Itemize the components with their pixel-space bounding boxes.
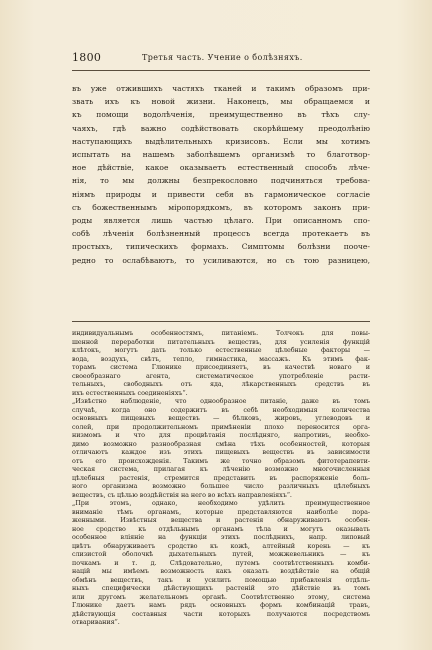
footnote-rule bbox=[72, 321, 370, 322]
note-line: вниманіе тѣмъ органамъ, которые представляются наиболѣе пора- bbox=[72, 507, 370, 516]
note-line: или другомъ желательномъ органѣ. Соотвѣтственно этому, система bbox=[72, 592, 370, 601]
note-line: слизистой оболочкѣ дыхательныхъ путей, можжевельникъ — къ bbox=[72, 550, 370, 558]
note-line: случаѣ, когда оно содержитъ въ себѣ необходимыя количества bbox=[72, 405, 370, 414]
text-line: къ помощи водолѣченія, преимущественно въ тѣхъ слу- bbox=[72, 110, 370, 120]
note-line: димо возможно разнообразная смѣна тѣхъ особенностей, которыя bbox=[72, 439, 370, 448]
note-line: клѣтокъ, могутъ дать только естественные цѣлебные факторы — bbox=[72, 346, 370, 354]
note-line: отваривания“. bbox=[72, 618, 120, 626]
text-line: ніямъ природы и привести себя въ гармоническое согласіе bbox=[72, 189, 370, 199]
note-line: низмомъ и что для процвѣтанія послѣдняго, напротивъ, необхо- bbox=[72, 431, 370, 439]
page-number: 1800 bbox=[72, 51, 102, 64]
note-line: Глюнике даетъ намъ рядъ основныхъ формъ комбинацій травъ, bbox=[72, 601, 370, 609]
note-line: ихъ естественныхъ соединеніяхъ“. bbox=[72, 388, 188, 397]
note-line: цѣлебныя растенія, стремится представить въ распоряженіе боль- bbox=[72, 473, 370, 482]
text-line: роды является лишь частью цѣлаго. При описанномъ спо- bbox=[72, 216, 370, 226]
text-line: чаяхъ, гдѣ важно содѣйствовать скорѣйшему преодолѣнію bbox=[72, 123, 370, 133]
note-line: ное сродство къ отдѣльнымъ органамъ тѣла и могутъ оказывать bbox=[72, 524, 370, 533]
note-line: торамъ система Глюнике присоединяетъ, въ качествѣ новаго и bbox=[72, 363, 370, 371]
note-line: дѣйствующія составныя части которыхъ получаются посредствомъ bbox=[72, 609, 370, 618]
note-line: цвѣтъ обнаруживаетъ сродство къ кожѣ, алтейный корень — къ bbox=[72, 541, 370, 550]
text-line: простыхъ, типическихъ формахъ. Симптомы болѣзни пооче- bbox=[72, 242, 370, 252]
running-head: Третья часть. Учение о болѣзняхъ. bbox=[142, 53, 303, 62]
note-line: ческая система, прилагая къ лѣченію возможно многочисленныя bbox=[72, 465, 370, 473]
text-line: съ божественнымъ міропорядкомъ, въ которомъ законъ при- bbox=[72, 202, 370, 212]
note-line: обмѣнъ веществъ, такъ и усилить помощью прибавленія отдѣль- bbox=[72, 575, 370, 584]
note-line: веществъ, съ цѣлью воздѣйствія на него во всѣхъ направленіяхъ“. bbox=[72, 490, 292, 499]
note-line: индивидуальнымъ особенностямъ, питаніемъ. Толчокъ для повы- bbox=[72, 329, 370, 337]
note-line: шенной переработки питательныхъ веществъ, для усиленія функцій bbox=[72, 337, 370, 346]
note-line: основныхъ пищевыхъ веществъ — бѣлковъ, жировъ, углеводовъ и bbox=[72, 414, 370, 422]
note-line: вода, воздухъ, свѣтъ, тепло, гимнастика, массажъ. Къ этимъ фак- bbox=[72, 354, 370, 363]
note-line: ныхъ специфически дѣйствующихъ растеній это дѣйствіе въ томъ bbox=[72, 584, 370, 592]
text-line: въ уже отжившихъ частяхъ тканей и такимъ образомъ при- bbox=[72, 84, 370, 93]
text-line: нія, то мы должны безпрекословно подчиняться требова- bbox=[72, 176, 370, 186]
note-line: своеобразнаго агента, систематическое употребленіе расти- bbox=[72, 371, 370, 380]
text-line: собѣ лѣченія болѣзненный процессъ всегда протекаетъ въ bbox=[72, 229, 370, 239]
note-line: націй мы имѣемъ возможность какъ оказать воздѣйствіе на общій bbox=[72, 567, 370, 575]
note-line: ного организма возможно большее число различныхъ цѣлебныхъ bbox=[72, 482, 370, 490]
footnote-paragraph bbox=[72, 397, 370, 499]
footnote-paragraph bbox=[72, 329, 370, 397]
text-line: ное дѣйствіе, какое оказываетъ естественный способъ лѣче- bbox=[72, 163, 370, 173]
page-header bbox=[72, 50, 370, 71]
note-line: особенное вліяніе на функціи этихъ послѣднихъ, напр. липовый bbox=[72, 533, 370, 541]
text-line: испытать на нашемъ заболѣвшемъ организмѣ то благотвор- bbox=[72, 150, 370, 160]
note-line: отличаютъ каждое изъ этихъ пищевыхъ веществъ въ зависимости bbox=[72, 448, 370, 456]
text-line: редно то ослабѣваютъ, то усиливаются, но съ тою разницею, bbox=[72, 255, 370, 265]
note-line: почкамъ и т. д. Слѣдовательно, путемъ соотвѣтственныхъ комби- bbox=[72, 558, 370, 567]
main-paragraph bbox=[72, 82, 370, 267]
note-line: солей, при продолжительномъ примѣненіи плохо переносится орга- bbox=[72, 422, 370, 431]
footnote-paragraph bbox=[72, 499, 370, 627]
note-line: отъ его происхожденія. Такимъ же точно образомъ фитотерапевти- bbox=[72, 456, 370, 465]
note-line: „Извѣстно наблюденіе, что однообразное питаніе, даже въ томъ bbox=[72, 397, 370, 405]
text-line: наступающихъ выдѣлительныхъ кризисовъ. Если мы хотимъ bbox=[72, 136, 370, 146]
note-line: женными. Извѣстныя вещества и растенія обнаруживаютъ особен- bbox=[72, 516, 370, 524]
note-line: тельныхъ, свободныхъ отъ яда, лѣкарственныхъ средствъ въ bbox=[72, 380, 370, 388]
text-line: звать ихъ къ новой жизни. Наконецъ, мы обращаемся и bbox=[72, 97, 370, 107]
main-text bbox=[72, 82, 370, 267]
note-line: „При этомъ, однако, необходимо удѣлить преимущественное bbox=[72, 499, 370, 507]
footnote-text bbox=[72, 329, 370, 627]
